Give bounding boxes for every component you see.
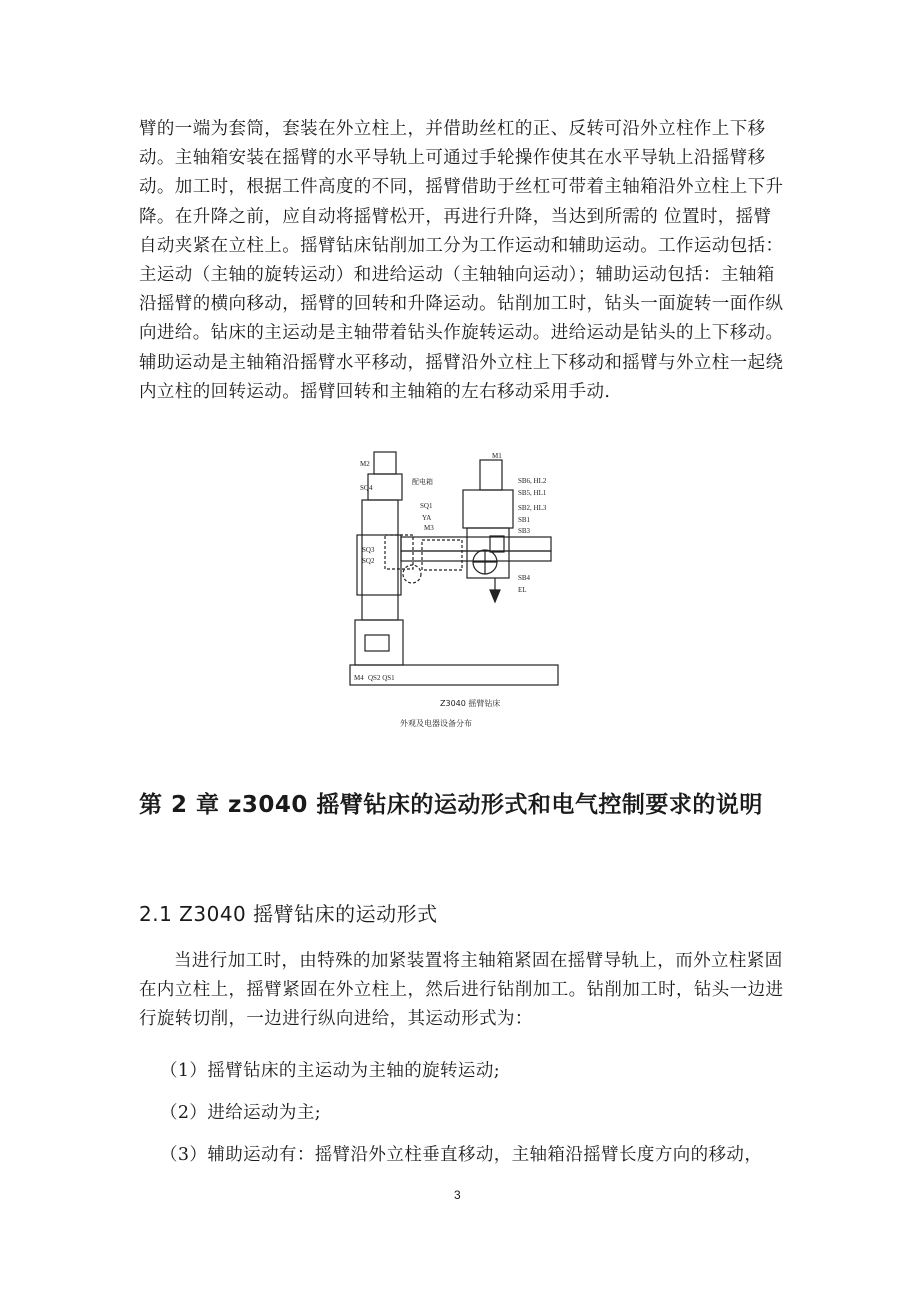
section-paragraph: 当进行加工时，由特殊的加紧装置将主轴箱紧固在摇臂导轨上，而外立柱紧固在内立柱上，摇臂紧固在外立柱上，然后进行钻削加工。钻削加工时，钻头一边进行旋转切削，一边进行纵向进给，其运动形式为：	[139, 951, 784, 1030]
label-sb4: SB4	[518, 574, 531, 582]
list-item: （3）辅助运动有：摇臂沿外立柱垂直移动，主轴箱沿摇臂长度方向的移动，	[160, 1145, 763, 1165]
list-item: （1）摇臂钻床的主运动为主轴的旋转运动;	[160, 1061, 501, 1081]
drill-machine-diagram	[340, 440, 570, 740]
label-m1: M1	[492, 452, 502, 460]
label-sb5: SB5, HL1	[518, 489, 547, 497]
label-m3: M3	[424, 524, 434, 532]
label-sq1: SQ1	[420, 502, 433, 510]
chapter-heading: 第 2 章 z3040 摇臂钻床的运动形式和电气控制要求的说明	[139, 792, 763, 818]
label-sb2: SB2, HL3	[518, 504, 547, 512]
label-sq3: SQ3	[362, 546, 375, 554]
control-panel	[490, 536, 504, 552]
intro-paragraph: 臂的一端为套筒，套装在外立柱上，并借助丝杠的正、反转可沿外立柱作上下移动。主轴箱安装在摇臂的水平导轨上可通过手轮操作使其在水平导轨上沿摇臂移动。加工时，根据工件高度的不同，摇臂借助于丝杠可带着主轴箱沿外立柱上下升降。在升降之前，应自动将摇臂松开，再进行升降，当达到所需的 位置时，摇臂自动夹紧在立柱上。摇臂钻床钻削加工分为工作运动和辅助运动。工作运动包括：主运动（主轴的旋转运动）和进给运动（主轴轴向运动）；辅助运动包括：主轴箱沿摇臂的横向移动，摇臂的回转和升降运动。钻削加工时，钻头一面旋转一面作纵向进给。钻床的主运动是主轴带着钻头作旋转运动。进给运动是钻头的上下移动。辅助运动是主轴箱沿摇臂水平移动，摇臂沿外立柱上下移动和摇臂与外立柱一起绕内立柱的回转运动。摇臂回转和主轴箱的左右移动采用手动.	[139, 119, 784, 402]
page-number: 3	[454, 1188, 461, 1202]
label-sb1: SB1	[518, 516, 531, 524]
label-el: EL	[518, 586, 527, 594]
motor-m1	[480, 460, 502, 490]
label-sq2: SQ2	[362, 557, 375, 565]
cabinet-outline	[385, 535, 413, 569]
drill-bit	[490, 590, 500, 602]
drill-machine-figure	[340, 440, 570, 740]
figure-caption-subtitle: 外观及电器设备分布	[400, 719, 472, 728]
motor-m2	[374, 452, 396, 474]
label-qs: QS2 QS1	[368, 674, 395, 682]
label-sb6: SB6, HL2	[518, 477, 547, 485]
spindle-head-top	[463, 490, 513, 528]
column-pedestal	[355, 620, 403, 665]
section-heading: 2.1 Z3040 摇臂钻床的运动形式	[139, 902, 438, 926]
label-m4: M4	[354, 674, 364, 682]
list-item: （2）进给运动为主;	[160, 1103, 322, 1123]
radial-arm	[401, 537, 551, 551]
label-m2: M2	[360, 460, 370, 468]
arm-rail	[401, 551, 551, 561]
arm-sleeve	[357, 535, 401, 595]
label-sq4: SQ4	[360, 484, 373, 492]
label-sb3: SB3	[518, 527, 531, 535]
motor-m3-outline	[422, 540, 462, 570]
figure-caption-title: Z3040 摇臂钻床	[440, 699, 501, 708]
column-top	[368, 474, 402, 500]
lift-gear	[403, 565, 421, 583]
label-cabinet: 配电箱	[412, 478, 433, 486]
label-ya: YA	[422, 514, 432, 522]
switch-box	[365, 635, 389, 651]
